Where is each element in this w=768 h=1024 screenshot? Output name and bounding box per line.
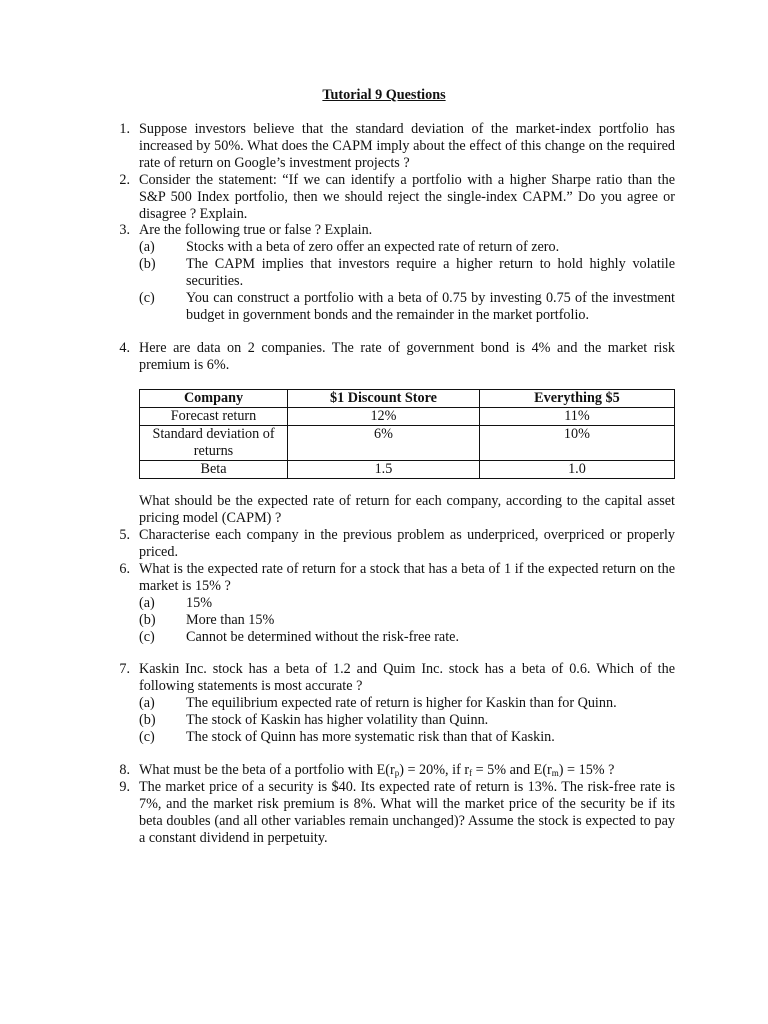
option-text: The stock of Kaskin has higher volatility than Quinn. [186, 711, 489, 728]
question-number: 7. [119, 661, 130, 677]
table-cell: 10% [479, 425, 674, 460]
table-cell: Standard deviation of returns [140, 425, 288, 460]
question-number: 5. [119, 527, 130, 543]
option-a [139, 239, 675, 256]
question-text: Here are data on 2 companies. The rate of government bond is 4% and the market risk premium is 6%. [139, 340, 675, 373]
table-cell: Beta [140, 460, 288, 478]
option-text: You can construct a portfolio with a beta of 0.75 by investing 0.75 of the investment budget in government bonds and the remainder in the market portfolio. [186, 289, 675, 323]
option-c [139, 629, 675, 646]
option-b [139, 712, 675, 729]
option-label: (a) [139, 694, 155, 711]
option-label: (b) [139, 255, 156, 272]
option-label: (b) [139, 611, 156, 628]
option-label: (b) [139, 711, 156, 728]
question-number: 8. [119, 762, 130, 778]
question-text: The market price of a security is $40. Its expected rate of return is 13%. The risk-free rate is 7%, and the market risk premium is 8%. What will the market price of the security be if its beta doubles (and all other variables remain unchanged)? Assume the stock is expected to pay a constant dividend in perpetuity. [139, 779, 675, 846]
table-row [140, 425, 675, 460]
option-b [139, 256, 675, 290]
question-text: Are the following true or false ? Explain. [139, 222, 373, 238]
table-cell: Forecast return [140, 407, 288, 425]
table-cell: 6% [288, 425, 480, 460]
table-cell: 11% [479, 407, 674, 425]
table-header-row [140, 390, 675, 408]
option-c [139, 290, 675, 324]
question-number: 1. [119, 121, 130, 137]
question-text: What is the expected rate of return for a stock that has a beta of 1 if the expected return on the market is 15% ? [139, 561, 675, 594]
table-cell: 12% [288, 407, 480, 425]
question-number: 9. [119, 779, 130, 795]
table-row [140, 460, 675, 478]
question-number: 6. [119, 561, 130, 577]
question-text: Kaskin Inc. stock has a beta of 1.2 and Quim Inc. stock has a beta of 0.6. Which of the following statements is most accurate ? [139, 661, 675, 694]
option-label: (a) [139, 238, 155, 255]
page-title: Tutorial 9 Questions [322, 87, 446, 103]
table-row [140, 407, 675, 425]
question-text: What must be the beta of a portfolio with $E(r_p) = 20\%$, if $r_f = 5\%$ and $E(r_m) = 15\%$ ? [139, 762, 615, 778]
option-text: The equilibrium expected rate of return is higher for Kaskin than for Quinn. [186, 694, 617, 711]
question-text: Characterise each company in the previous problem as underpriced, overpriced or properly priced. [139, 527, 675, 560]
question-number: 2. [119, 172, 130, 188]
table-cell: 1.0 [479, 460, 674, 478]
question-number: 3. [119, 222, 130, 238]
company-data-table [139, 389, 675, 479]
table-header-cell: Company [140, 390, 288, 408]
option-text: Stocks with a beta of zero offer an expected rate of return of zero. [186, 238, 560, 255]
option-label: (c) [139, 289, 155, 306]
question-text: What should be the expected rate of return for each company, according to the capital asset pricing model (CAPM) ? [139, 493, 675, 526]
option-label: (c) [139, 728, 155, 745]
option-a [139, 595, 675, 612]
question-number: 4. [119, 340, 130, 356]
option-text: 15% [186, 594, 213, 611]
table-cell: 1.5 [288, 460, 480, 478]
option-text: The stock of Quinn has more systematic risk than that of Kaskin. [186, 728, 555, 745]
table-header-cell: Everything $5 [479, 390, 674, 408]
question-text: Consider the statement: “If we can identify a portfolio with a higher Sharpe ratio than the S&P 500 Index portfolio, then we should reject the single-index CAPM.” Do you agree or disagree ? Explain. [139, 172, 675, 222]
option-label: (a) [139, 594, 155, 611]
option-text: Cannot be determined without the risk-free rate. [186, 628, 460, 645]
option-a [139, 695, 675, 712]
option-b [139, 612, 675, 629]
option-label: (c) [139, 628, 155, 645]
option-c [139, 729, 675, 746]
option-text: The CAPM implies that investors require a higher return to hold highly volatile securities. [186, 255, 675, 289]
question-text: Suppose investors believe that the standard deviation of the market-index portfolio has increased by 50%. What does the CAPM imply about the effect of this change on the required rate of return on Google’s investment projects ? [139, 121, 675, 171]
option-text: More than 15% [186, 611, 275, 628]
table-header-cell: $1 Discount Store [288, 390, 480, 408]
